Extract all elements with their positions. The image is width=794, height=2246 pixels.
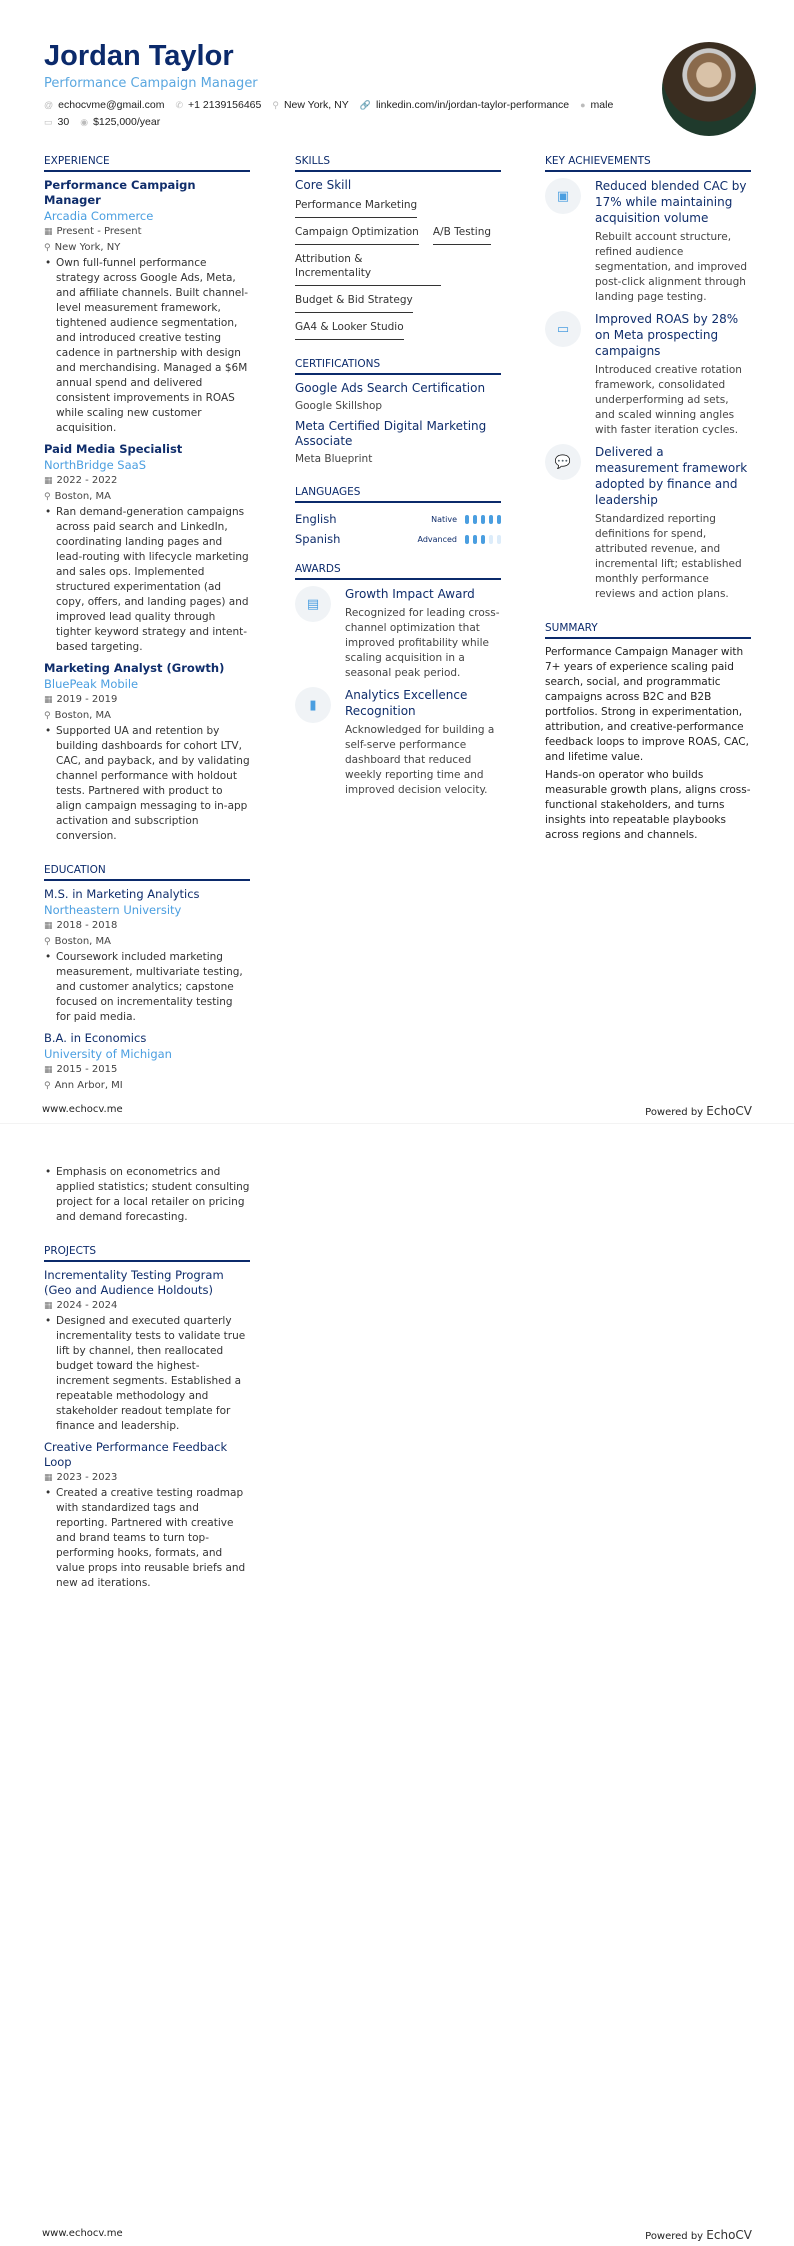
proficiency-dot: [481, 515, 485, 524]
right-column: [545, 155, 751, 846]
award-title: Growth Impact Award: [345, 587, 475, 601]
middle-column: [295, 155, 501, 804]
meta-row: [44, 918, 250, 934]
certification-issuer: Google Skillshop: [295, 400, 383, 412]
job-title: Performance Campaign Manager: [44, 178, 196, 207]
bullet-list: [44, 1314, 250, 1434]
proficiency-dot: [465, 535, 469, 544]
contact-text: linkedin.com/in/jordan-taylor-performance: [375, 99, 570, 111]
contact-text: echocvme@gmail.com: [58, 99, 165, 111]
contact-item[interactable]: [360, 97, 569, 114]
achievement-content: [595, 444, 751, 602]
bullet-list: [44, 256, 250, 436]
section-education: EDUCATION: [44, 864, 250, 881]
skill-category: Core Skill: [295, 178, 352, 192]
rectangle-icon: ▭: [545, 311, 581, 347]
achievement: [545, 444, 751, 602]
candidate-name: Jordan Taylor: [44, 40, 234, 72]
proficiency-dots: [465, 515, 501, 524]
contact-item: [44, 114, 69, 131]
proficiency-dot: [497, 515, 501, 524]
meta-text: 2019 - 2019: [56, 694, 118, 705]
link-icon: 🔗: [359, 100, 371, 110]
language-name: Spanish: [295, 532, 341, 546]
meta-text: New York, NY: [54, 242, 121, 253]
meta-row: [44, 1078, 250, 1094]
meta-row: [44, 708, 250, 724]
project-title: Creative Performance Feedback Loop: [44, 1440, 228, 1469]
person-icon: ●: [580, 100, 586, 110]
footer-site-link[interactable]: www.echocv.me: [42, 1104, 123, 1115]
calendar-icon: ▦: [44, 1473, 53, 1483]
echocv-brand: EchoCV: [706, 1104, 752, 1118]
meta-row: [44, 473, 250, 489]
powered-by-text: Powered by: [645, 2231, 707, 2242]
award: [295, 586, 501, 681]
certification-title: Google Ads Search Certification: [295, 381, 486, 395]
contact-text: $125,000/year: [93, 116, 161, 128]
bullet-list: [44, 505, 250, 655]
experience-entry: [44, 442, 250, 655]
school-name: University of Michigan: [44, 1047, 172, 1061]
proficiency-dots: [465, 535, 501, 544]
meta-row: [44, 1470, 250, 1486]
bullet-item: • Coursework included marketing measurement, multivariate testing, and customer analytics; capstone focused on incrementality testing for paid media.: [44, 950, 250, 1025]
certification-issuer: Meta Blueprint: [295, 453, 373, 465]
contact-item: [80, 114, 160, 131]
meta-row: [44, 934, 250, 950]
footer-site-link[interactable]: www.echocv.me: [42, 2228, 123, 2239]
language-row: [295, 529, 501, 549]
proficiency-dot: [473, 535, 477, 544]
phone-icon: ✆: [175, 100, 184, 110]
meta-text: Ann Arbor, MI: [54, 1080, 123, 1091]
candidate-title: Performance Campaign Manager: [44, 76, 258, 91]
location-icon: ⚲: [272, 100, 279, 110]
company-name: Arcadia Commerce: [44, 209, 154, 223]
skill-tag: A/B Testing: [433, 222, 491, 245]
bullet-item: • Designed and executed quarterly incrementality tests to validate true lift by channel, then reallocated budget toward the highest-increment segments. Established a repeatable methodology and stakeholder readout template for finance and leadership.: [44, 1314, 250, 1434]
meta-text: 2015 - 2015: [56, 1064, 118, 1075]
calendar-icon: ▦: [44, 476, 53, 486]
achievement-content: [595, 311, 751, 438]
company-name: NorthBridge SaaS: [44, 458, 147, 472]
section-key-achievements: KEY ACHIEVEMENTS: [545, 155, 751, 172]
chip-icon: ▣: [545, 178, 581, 214]
education-bullet: • Emphasis on econometrics and applied statistics; student consulting project for a local retailer on pricing and demand forecasting.: [44, 1165, 250, 1225]
footer-powered-by: [645, 1104, 752, 1118]
contact-text: New York, NY: [283, 99, 349, 111]
contact-text: +1 2139156465: [188, 99, 262, 111]
clipboard-icon: ▮: [295, 687, 331, 723]
company-name: BluePeak Mobile: [44, 677, 139, 691]
calendar-icon: ▦: [44, 695, 53, 705]
bullet-list: [44, 1486, 250, 1591]
contact-item: [580, 97, 613, 114]
chat-icon: 💬: [545, 444, 581, 480]
location-pin-icon: ⚲: [44, 492, 51, 502]
proficiency-dot: [465, 515, 469, 524]
skill-tag: GA4 & Looker Studio: [295, 317, 404, 340]
award-description: Acknowledged for building a self-serve performance dashboard that reduced weekly reporting time and improved decision velocity.: [345, 724, 495, 796]
award: [295, 687, 501, 798]
contact-info: [44, 97, 650, 131]
degree: B.A. in Economics: [44, 1031, 147, 1045]
degree: M.S. in Marketing Analytics: [44, 887, 200, 901]
bullet-list: [44, 950, 250, 1025]
calendar-icon: ▦: [44, 921, 53, 931]
meta-text: Boston, MA: [54, 491, 111, 502]
section-languages: LANGUAGES: [295, 486, 501, 503]
skill-tag: Budget & Bid Strategy: [295, 290, 413, 313]
location-pin-icon: ⚲: [44, 1081, 51, 1091]
contact-item[interactable]: [176, 97, 262, 114]
bullet-item: • Created a creative testing roadmap with standardized tags and reporting. Partnered with creative and brand teams to turn top-performing hooks, formats, and value props into reusable briefs and new ad iterations.: [44, 1486, 250, 1591]
achievement-description: Standardized reporting definitions for spend, attributed revenue, and incremental lift; established monthly performance reviews and action plans.: [595, 513, 742, 600]
school-name: Northeastern University: [44, 903, 182, 917]
bullet-item: • Own full-funnel performance strategy across Google Ads, Meta, and affiliate channels. Built channel-level measurement framework, tightened audience segmentation, and introduced creative testing cadence in partnership with design and merchandising. Managed a $6M annual spend and delivered consistent improvements in ROAS while scaling new customer acquisition.: [44, 256, 250, 436]
echocv-brand: EchoCV: [706, 2228, 752, 2242]
section-skills: SKILLS: [295, 155, 501, 172]
job-title: Paid Media Specialist: [44, 442, 183, 456]
bullet-list: [44, 724, 250, 844]
proficiency-dot: [489, 515, 493, 524]
contact-item: [272, 97, 348, 114]
language-level: Advanced: [417, 534, 457, 544]
achievement-title: Delivered a measurement framework adopted by finance and leadership: [595, 445, 748, 507]
profile-photo: [662, 42, 756, 136]
project-entry: [44, 1268, 250, 1434]
meta-row: [44, 489, 250, 505]
meta-row: [44, 1062, 250, 1078]
meta-text: 2022 - 2022: [56, 475, 118, 486]
proficiency-dot: [497, 535, 501, 544]
education-entry: [44, 1031, 250, 1094]
proficiency-dot: [489, 535, 493, 544]
money-icon: ◉: [80, 117, 89, 127]
language-name: English: [295, 512, 337, 526]
achievement-title: Reduced blended CAC by 17% while maintaining acquisition volume: [595, 179, 747, 225]
meta-text: 2024 - 2024: [56, 1300, 118, 1311]
project-entry: [44, 1440, 250, 1591]
skill-tag: Attribution & Incrementality: [295, 249, 441, 286]
language-level: Native: [431, 514, 457, 524]
meta-row: [44, 224, 250, 240]
job-title: Marketing Analyst (Growth): [44, 661, 225, 675]
award-content: [345, 586, 501, 681]
resume-page-2: [0, 1123, 794, 2246]
section-summary: SUMMARY: [545, 622, 751, 639]
left-column: [44, 155, 250, 1094]
experience-entry: [44, 178, 250, 436]
meta-text: 2018 - 2018: [56, 920, 118, 931]
calendar-icon: ▦: [44, 227, 53, 237]
bullet-item: • Ran demand-generation campaigns across paid search and LinkedIn, coordinating landing pages and lead-routing with lifecycle marketing and sales ops. Implemented structured experimentation (ad copy, offers, and landing pages) and improved lead quality through tighter keyword strategy and intent-based targeting.: [44, 505, 250, 655]
section-certifications: CERTIFICATIONS: [295, 358, 501, 375]
bullet-item: • Supported UA and retention by building dashboards for cohort LTV, CAC, and payback, and by validating channel performance with holdout tests. Partnered with product to align campaign messaging to in-app activation and subscription conversion.: [44, 724, 250, 844]
meta-row: [44, 692, 250, 708]
achievement-title: Improved ROAS by 28% on Meta prospecting campaigns: [595, 312, 739, 358]
skill-tag: Performance Marketing: [295, 195, 417, 218]
language-row: [295, 509, 501, 529]
calendar-icon: ▦: [44, 1065, 53, 1075]
award-description: Recognized for leading cross-channel optimization that improved profitability while scaling acquisition in a seasonal peak period.: [345, 607, 500, 679]
certification-title: Meta Certified Digital Marketing Associate: [295, 419, 487, 448]
meta-row: [44, 240, 250, 256]
contact-text: male: [590, 99, 614, 111]
achievement: [545, 311, 751, 438]
meta-text: 2023 - 2023: [56, 1472, 118, 1483]
calendar-icon: ▭: [44, 117, 53, 127]
proficiency-dot: [473, 515, 477, 524]
location-pin-icon: ⚲: [44, 243, 51, 253]
section-awards: AWARDS: [295, 563, 501, 580]
achievement-description: Introduced creative rotation framework, consolidated underperforming ad sets, and scaled winning angles with faster iteration cycles.: [595, 364, 742, 436]
contact-text: 30: [57, 116, 70, 128]
at-icon: @: [44, 100, 54, 110]
building-icon: ▤: [295, 586, 331, 622]
meta-row: [44, 1298, 250, 1314]
award-content: [345, 687, 501, 798]
footer-powered-by: [645, 2228, 752, 2242]
experience-entry: [44, 661, 250, 844]
section-projects: PROJECTS: [44, 1245, 250, 1262]
achievement-description: Rebuilt account structure, refined audience segmentation, and improved post-click alignment through landing page testing.: [595, 231, 748, 303]
skill-tag: Campaign Optimization: [295, 222, 419, 245]
section-experience: EXPERIENCE: [44, 155, 250, 172]
proficiency-dot: [481, 535, 485, 544]
achievement: [545, 178, 751, 305]
achievement-content: [595, 178, 751, 305]
calendar-icon: ▦: [44, 1301, 53, 1311]
summary-paragraph: Performance Campaign Manager with 7+ years of experience scaling paid search, social, and programmatic campaigns across B2C and B2B portfolios. Strong in experimentation, attribution, and creative-performance feedback loops to improve ROAS, CAC, and lifetime value.: [545, 646, 749, 763]
location-pin-icon: ⚲: [44, 937, 51, 947]
meta-text: Present - Present: [56, 226, 142, 237]
location-pin-icon: ⚲: [44, 711, 51, 721]
left-column-continued: [44, 1165, 250, 1597]
contact-item[interactable]: [44, 97, 165, 114]
powered-by-text: Powered by: [645, 1107, 707, 1118]
summary-paragraph: Hands-on operator who builds measurable growth plans, aligns cross-functional stakeholders, and turns insights into repeatable playbooks across regions and channels.: [545, 769, 751, 841]
meta-text: Boston, MA: [54, 710, 111, 721]
meta-text: Boston, MA: [54, 936, 111, 947]
award-title: Analytics Excellence Recognition: [345, 688, 468, 718]
education-entry: [44, 887, 250, 1025]
project-title: Incrementality Testing Program (Geo and Audience Holdouts): [44, 1268, 224, 1297]
